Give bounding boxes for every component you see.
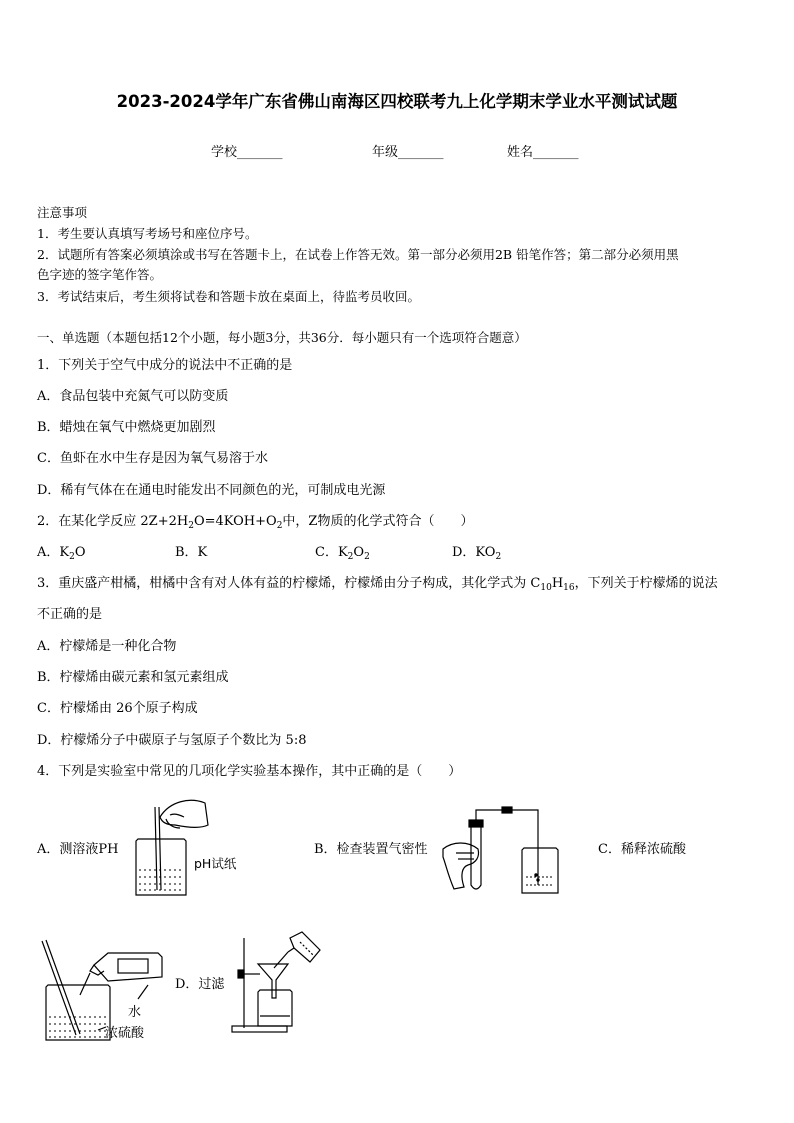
- q4-option-c: C．稀释浓硫酸: [598, 842, 686, 857]
- q1-option-a: A．食品包装中充氮气可以防变质: [37, 389, 229, 404]
- q3-stem-line2: 不正确的是: [37, 607, 103, 622]
- ph-paper-label: pH试纸: [194, 856, 237, 871]
- q1-option-d: D．稀有气体在在通电时能发出不同颜色的光，可制成电光源: [37, 483, 386, 498]
- ph-test-figure: [130, 795, 270, 900]
- q4-stem: 4．下列是实验室中常见的几项化学实验基本操作，其中正确的是（ ）: [37, 764, 462, 779]
- notes-heading: 注意事项: [37, 205, 88, 220]
- note-item-2-cont: 色字迹的签字笔作答。: [37, 267, 163, 282]
- school-field: 学校_______: [211, 145, 283, 160]
- page-title: 2023-2024学年广东省佛山南海区四校联考九上化学期末学业水平测试试题: [116, 92, 678, 111]
- q1-option-b: B．蜡烛在氧气中燃烧更加剧烈: [37, 420, 216, 435]
- q2-stem: 2．在某化学反应 $2Z+2H_2O=4KOH+O_2$中，Z物质的化学式符合（ ）: [37, 514, 474, 531]
- acid-label: 浓硫酸: [105, 1026, 145, 1041]
- q3-option-b: B．柠檬烯由碳元素和氢元素组成: [37, 670, 229, 685]
- note-item-1: 1．考生要认真填写考场号和座位序号。: [37, 226, 258, 241]
- q1-option-c: C．鱼虾在水中生存是因为氧气易溶于水: [37, 451, 268, 466]
- q3-option-a: A．柠檬烯是一种化合物: [37, 639, 177, 654]
- q2-option-c: C．$K_2O_2$: [315, 545, 370, 562]
- note-item-2: 2．试题所有答案必须填涂或书写在答题卡上，在试卷上作答无效。第一部分必须用2B 铅笔作答；第二部分必须用黑: [37, 247, 679, 262]
- q2-option-d: D．$KO_2$: [452, 545, 502, 562]
- q2-option-b: B．K: [175, 545, 208, 560]
- q2-option-a: A．$K_2O$: [37, 545, 86, 562]
- filtration-figure: [230, 930, 325, 1035]
- grade-field: 年级_______: [372, 145, 444, 160]
- q3-option-c: C．柠檬烯由 26个原子构成: [37, 701, 198, 716]
- water-label: 水: [128, 1005, 142, 1020]
- q4-option-b: B．检查装置气密性: [314, 842, 428, 857]
- q3-option-d: D．柠檬烯分子中碳原子与氢原子个数比为 5:8: [37, 733, 307, 748]
- airtightness-figure: [438, 805, 563, 900]
- q1-stem: 1．下列关于空气中成分的说法中不正确的是: [37, 358, 293, 373]
- name-field: 姓名_______: [507, 145, 579, 160]
- q4-option-a: A．测溶液PH: [37, 842, 119, 857]
- q3-stem: 3．重庆盛产柑橘，柑橘中含有对人体有益的柠檬烯，柠檬烯由分子构成，其化学式为 $C_{10}H_{16}$，下列关于柠檬烯的说法: [37, 576, 718, 593]
- section-heading: 一、单选题（本题包括12个小题，每小题3分，共36分．每小题只有一个选项符合题意）: [37, 330, 527, 345]
- q4-option-d: D．过滤: [175, 977, 225, 992]
- note-item-3: 3．考试结束后，考生须将试卷和答题卡放在桌面上，待监考员收回。: [37, 289, 420, 304]
